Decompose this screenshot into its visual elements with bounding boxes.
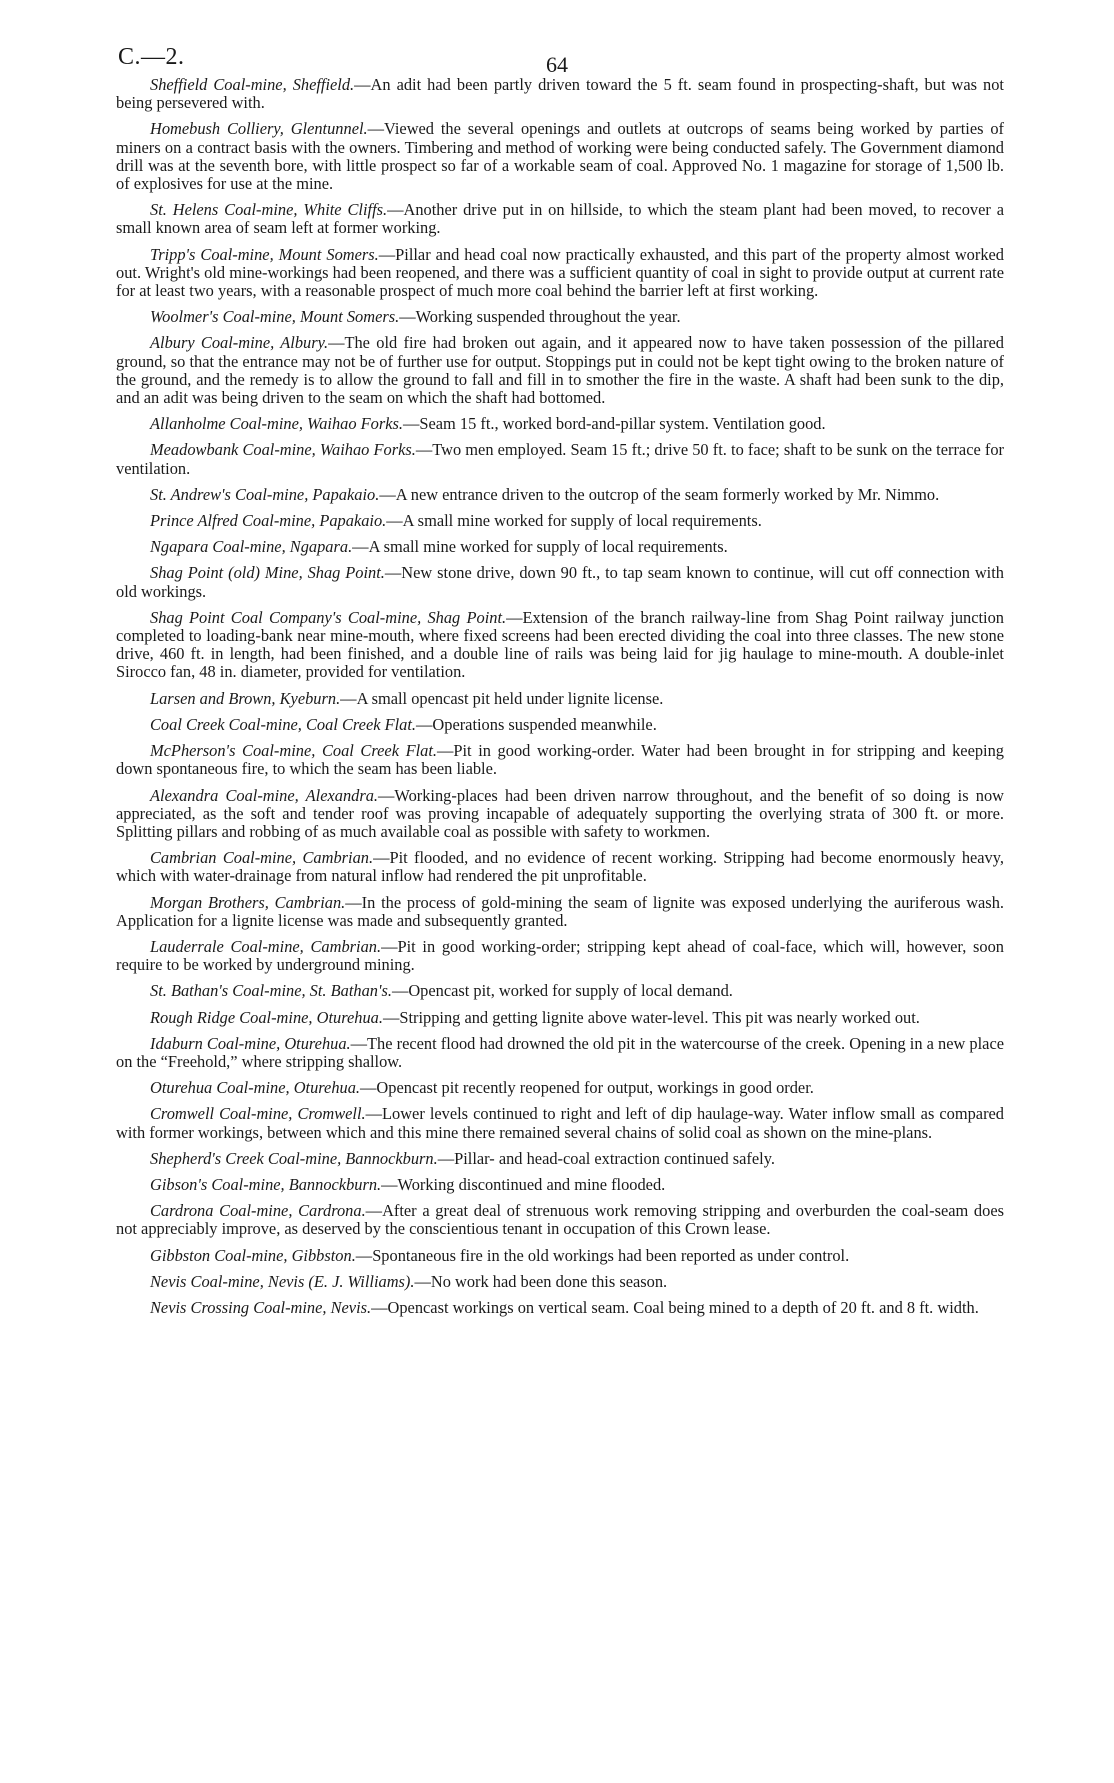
mine-name: Oturehua Coal-mine, Oturehua.	[150, 1078, 361, 1098]
mine-report: —An adit had been partly driven toward the 5 ft. seam found in prospecting-shaft, but was not being persevered with.	[116, 75, 1004, 113]
mine-report: —Opencast pit recently reopened for output, workings in good order.	[360, 1078, 814, 1098]
mine-report: —No work had been done this season.	[414, 1271, 668, 1291]
page-header	[116, 0, 1004, 76]
mine-report: —After a great deal of strenuous work removing stripping and overburden the coal-seam does not appreciably improve, as deserved by the conscientious tenant in occupation of this Crown lease.	[116, 1201, 1004, 1239]
mine-name: St. Andrew's Coal-mine, Papakaio.	[150, 484, 380, 504]
mine-entry	[116, 1105, 1004, 1141]
mine-report: —New stone drive, down 90 ft., to tap seam known to continue, will cut off connection with old workings.	[116, 563, 1004, 601]
mine-entry	[116, 1299, 1004, 1317]
mine-name: Gibson's Coal-mine, Bannockburn.	[150, 1174, 382, 1194]
mine-entry	[116, 486, 1004, 504]
mine-name: Nevis Crossing Coal-mine, Nevis.	[150, 1297, 372, 1317]
mine-name: Ngapara Coal-mine, Ngapara.	[150, 537, 353, 557]
mine-entry	[116, 246, 1004, 301]
mine-entry	[116, 1150, 1004, 1168]
mine-report: —Viewed the several openings and outlets at outcrops of seams being worked by parties of miners on a contract basis with the owners. Timbering and method of working were being conducted safely. The Government diamond drill was at the seventh bore, with little prospect so far of a workable seam of coal. Approved No. 1 magazine for storage of 1,500 lb. of explosives for use at the mine.	[116, 119, 1004, 194]
mine-name: Cromwell Coal-mine, Cromwell.	[150, 1104, 366, 1124]
mine-report: —In the process of gold-mining the seam of lignite was exposed underlying the auriferous wash. Application for a lignite license was made and subsequently granted.	[116, 892, 1004, 930]
mine-name: Shag Point Coal Company's Coal-mine, Shag Point.	[150, 607, 507, 627]
mine-entry	[116, 982, 1004, 1000]
mine-name: St. Bathan's Coal-mine, St. Bathan's.	[150, 981, 392, 1001]
mine-entry	[116, 1079, 1004, 1097]
mine-entry	[116, 201, 1004, 237]
mine-entry	[116, 1176, 1004, 1194]
mine-name: Larsen and Brown, Kyeburn.	[150, 688, 341, 708]
mine-entry	[116, 564, 1004, 600]
mine-entry	[116, 1247, 1004, 1265]
mine-name: Sheffield Coal-mine, Sheffield.	[150, 75, 355, 94]
mine-report: —A small mine worked for supply of local requirements.	[386, 511, 762, 531]
mine-report: —Working discontinued and mine flooded.	[381, 1174, 666, 1194]
mine-name: Morgan Brothers, Cambrian.	[150, 892, 346, 912]
mine-name: St. Helens Coal-mine, White Cliffs.	[150, 200, 388, 220]
mine-name: Meadowbank Coal-mine, Waihao Forks.	[150, 440, 416, 460]
mine-entry	[116, 938, 1004, 974]
mine-name: Shag Point (old) Mine, Shag Point.	[150, 563, 385, 583]
mine-name: Coal Creek Coal-mine, Coal Creek Flat.	[150, 714, 417, 734]
mine-report: —Working-places had been driven narrow throughout, and the benefit of so doing is now appreciated, as the soft and tender roof was proving incapable of adequately supporting the overlying strata of 300 ft. or more. Splitting pillars and robbing of as much available coal as possible with safety to workmen.	[116, 785, 1004, 841]
mine-report: —The recent flood had drowned the old pit in the watercourse of the creek. Opening in a new place on the “Freehold,” where stripping shallow.	[116, 1033, 1004, 1071]
mine-report: —Lower levels continued to right and left of dip haulage-way. Water inflow small as compared with former workings, between which and this mine there remained several chains of solid coal as shown on the mine-plans.	[116, 1104, 1004, 1142]
mine-name: Tripp's Coal-mine, Mount Somers.	[150, 244, 379, 264]
mine-entry	[116, 76, 1004, 112]
mine-name: Alexandra Coal-mine, Alexandra.	[150, 785, 379, 805]
mine-entry	[116, 690, 1004, 708]
mine-report: —Stripping and getting lignite above water-level. This pit was nearly worked out.	[382, 1007, 920, 1027]
mine-entry	[116, 512, 1004, 530]
mine-report: —Operations suspended meanwhile.	[416, 714, 657, 734]
mine-report: —Pit in good working-order. Water had been brought in for stripping and keeping down spontaneous fire, to which the seam has been liable.	[116, 741, 1004, 779]
mine-report: —A small opencast pit held under lignite license.	[340, 688, 664, 708]
mine-name: Gibbston Coal-mine, Gibbston.	[150, 1245, 356, 1265]
mine-report: —Pit flooded, and no evidence of recent working. Stripping had become enormously heavy, which with water-drainage from natural inflow had rendered the pit unprofitable.	[116, 848, 1004, 886]
mine-name: Woolmer's Coal-mine, Mount Somers.	[150, 307, 400, 327]
mine-entries	[116, 76, 1004, 1317]
document-page	[116, 0, 1004, 1325]
mine-entry	[116, 1273, 1004, 1291]
mine-report: —Opencast pit, worked for supply of local demand.	[391, 981, 733, 1001]
mine-report: —A small mine worked for supply of local requirements.	[352, 537, 728, 557]
mine-report: —Extension of the branch railway-line from Shag Point railway junction completed to loading-bank near mine-mouth, where fixed screens had been erected dividing the coal into three classes. The new stone drive, 460 ft. in length, had been finished, and a double line of rails was being laid for jig haulage to mine-mouth. A double-inlet Sirocco fan, 48 in. diameter, provided for ventilation.	[116, 607, 1004, 682]
mine-report: —Pillar- and head-coal extraction continued safely.	[437, 1148, 775, 1168]
mine-name: Cambrian Coal-mine, Cambrian.	[150, 848, 374, 868]
mine-entry	[116, 849, 1004, 885]
mine-report: —Pillar and head coal now practically exhausted, and this part of the property almost worked out. Wright's old mine-workings had been reopened, and there was a sufficient quantity of coal in sight to provide output at current rate for at least two years, with a reasonable prospect of much more coal behind the barrier left at first working.	[116, 244, 1004, 301]
mine-report: —Pit in good working-order; stripping kept ahead of coal-face, which will, however, soon require to be worked by underground mining.	[116, 936, 1004, 975]
mine-entry	[116, 1035, 1004, 1071]
mine-report: —Opencast workings on vertical seam. Coal being mined to a depth of 20 ft. and 8 ft. width.	[371, 1297, 979, 1317]
mine-name: Lauderrale Coal-mine, Cambrian.	[150, 936, 382, 956]
mine-name: Prince Alfred Coal-mine, Papakaio.	[150, 511, 387, 531]
mine-entry	[116, 334, 1004, 407]
mine-entry	[116, 415, 1004, 433]
mine-entry	[116, 538, 1004, 556]
mine-name: Homebush Colliery, Glentunnel.	[150, 119, 368, 139]
mine-entry	[116, 308, 1004, 326]
mine-name: Idaburn Coal-mine, Oturehua.	[150, 1033, 351, 1053]
mine-report: —The old fire had broken out again, and it appeared now to have taken possession of the pillared ground, so that the entrance may not be of further use for output. Stoppings put in could not be kept tight owing to the broken nature of the ground, and the remedy is to allow the ground to fall and fill in to smother the fire in the waste. A shaft had been sunk to the dip, and an adit was being driven to the seam on which the shaft had bottomed.	[116, 333, 1004, 408]
mine-entry	[116, 787, 1004, 842]
mine-entry	[116, 1009, 1004, 1027]
mine-name: Albury Coal-mine, Albury.	[150, 333, 329, 353]
mine-entry	[116, 894, 1004, 930]
mine-entry	[116, 120, 1004, 193]
mine-report: —A new entrance driven to the outcrop of the seam formerly worked by Mr. Nimmo.	[379, 484, 940, 504]
mine-report: —Two men employed. Seam 15 ft.; drive 50 ft. to face; shaft to be sunk on the terrace for ventilation.	[116, 440, 1005, 478]
mine-entry	[116, 742, 1004, 778]
mine-name: McPherson's Coal-mine, Coal Creek Flat.	[150, 741, 437, 761]
mine-name: Allanholme Coal-mine, Waihao Forks.	[150, 414, 403, 434]
mine-name: Shepherd's Creek Coal-mine, Bannockburn.	[150, 1148, 438, 1168]
mine-name: Rough Ridge Coal-mine, Oturehua.	[150, 1007, 383, 1027]
mine-name: Nevis Coal-mine, Nevis (E. J. Williams).	[150, 1271, 415, 1291]
mine-name: Cardrona Coal-mine, Cardrona.	[150, 1201, 366, 1221]
mine-entry	[116, 441, 1004, 477]
document-reference: C.—2.	[118, 44, 185, 70]
page-number: 64	[546, 52, 568, 77]
mine-entry	[116, 1202, 1004, 1238]
mine-report: —Another drive put in on hillside, to which the steam plant had been moved, to recover a small known area of seam left at former working.	[116, 200, 1004, 238]
mine-report: —Seam 15 ft., worked bord-and-pillar system. Ventilation good.	[402, 414, 826, 434]
mine-report: —Spontaneous fire in the old workings had been reported as under control.	[355, 1245, 850, 1265]
mine-entry	[116, 609, 1004, 682]
mine-entry	[116, 716, 1004, 734]
mine-report: —Working suspended throughout the year.	[399, 307, 681, 327]
